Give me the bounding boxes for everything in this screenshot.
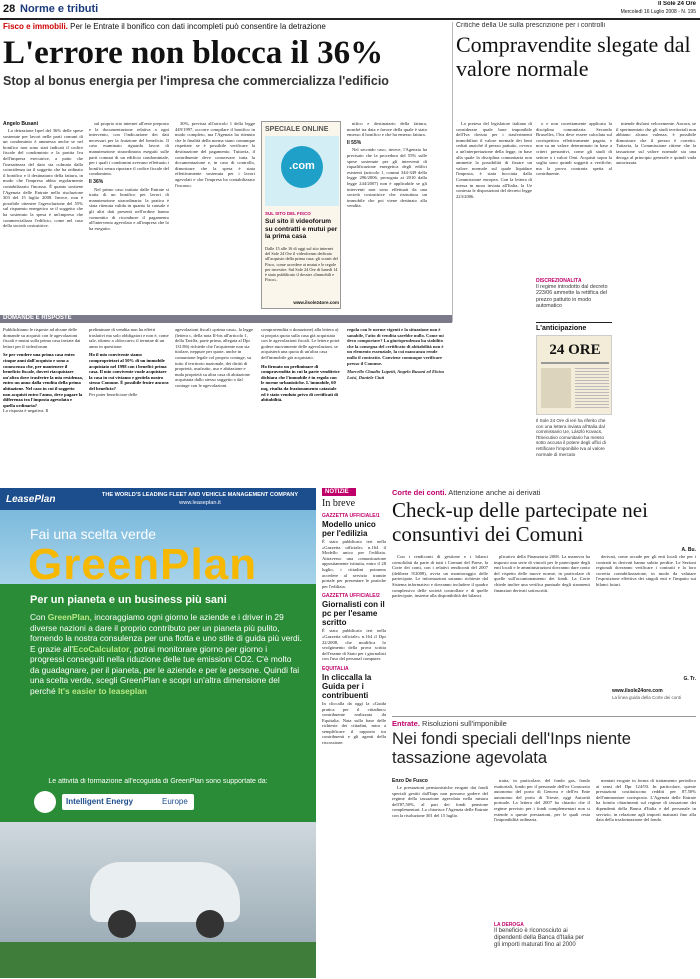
car-wheel-front — [108, 910, 136, 938]
story1-subhead: Stop al bonus energia per l'impresa che commercializza l'edificio — [3, 74, 389, 88]
news-item-1[interactable]: GAZZETTA UFFICIALE/1 Modello unico per l'edilizia È stato pubblicato ieri nella «Gazzetta ufficiale» n.164 il Modello unico per l'edilizia. Attraverso una comunicazione appositamente istituita, entro il 28 luglio, i cittadini potranno accedere al servizio tramite portale per presentare le pratiche per l'edilizia. — [322, 513, 386, 589]
page-header — [0, 0, 700, 18]
entrate-column-2: tratta, in particolare, del fondo gas, fondo esattoriali, fondo per il personale dell'ex Consorzio autonomo del porto di Genova e dell'ex Ente autonomo del porto di Trieste, oggi Autorità portuale. La lettera del 2007 ha chiarito che il regime previsto per i fondi complementari non si estende a queste prestazioni, per le quali resta l'imponibilità ordinaria. — [494, 778, 590, 823]
story1-byline: Angelo Busani — [3, 121, 39, 127]
leaseplan-ad[interactable] — [0, 488, 316, 978]
corte-kicker: Corte dei conti. Attenzione anche ai derivati — [392, 488, 541, 497]
partner-name: Intelligent Energy — [66, 797, 134, 806]
story1-column-2: sul proprio sito internet all'ente preposto e la documentazione relativa a ogni intervento, con l'indicazione dei dati necessari per la fruizione del beneficio. Il caso esaminato riguarda lavori di manutenzione straordinaria eseguiti sulle parti comuni di un edificio condominiale, per i quali i condomini avevano effettuato i bonifici senza riportare il codice fiscale del condominio. Il 36% Nel primo caso trattato dalle Entrate si tratta di un bonifico per lavori di manutenzione straordinaria: la pratica è stata ritenuta valida in quanto la causale e gli altri dati presenti nell'ordine hanno consentito di ricondurre il pagamento all'intervento agevolato e all'impresa che lo ha eseguito. — [89, 121, 169, 231]
story1-headline[interactable]: L'errore non blocca il 36% — [3, 35, 384, 71]
story2-column-2: o e non correttamente applicata la disciplina comunitaria. Secondo Bruxelles, l'Iva deve essere calcolata sul corrispettivo effettivamente pagato, e non su un valore determinato in base a criteri presuntivi, come gli studi di settore o i valori Omi. Acquisti sopra la soglia sono quindi soggetti a verifiche, ma la prova contraria spetta al contribuente. — [536, 121, 612, 177]
partner-eu: Europe — [162, 797, 188, 806]
corte-headline[interactable]: Check-up delle partecipate nei consuntivi dei Comuni — [392, 498, 648, 546]
ad-subtitle: Per un pianeta e un business più sani — [30, 594, 227, 606]
partner-logo — [62, 794, 194, 810]
page-number: 28 — [3, 3, 16, 15]
corte-url-note: La linea guida della Corte dei conti — [612, 695, 682, 700]
ad-tagline: THE WORLD'S LEADING FLEET AND VEHICLE MANAGEMENT COMPANY — [101, 492, 299, 498]
story1-column-3: 30%, prevista all'articolo 1 della legge 449/1997, occorre compilare il bonifico in modo completo, ma l'Agenzia ha ritenuto che le finalità della norma siano comunque rispettate se è possibile verificare la destinazione del pagamento. Tuttavia, il contribuente deve conservare tutta la documentazione e, in caso di controllo, dimostrare che la spesa è stata effettivamente sostenuta per i lavori agevolati e che l'impresa ha contabilizzato l'incasso. — [175, 121, 255, 188]
speciale-url[interactable]: www.ilsole24ore.com — [293, 300, 339, 305]
speciale-blurb-text: Dalle 15 alle 16 di oggi sul sito internet del Sole 24 Ore il videoforum dedicato all'acquisto della prima casa: gli sconti del Fisco, come accedere ai mutui e le regole per investire. Sul Sole 24 Ore di lunedì 14 è stato pubblicato il dossier «Immobili e Fisco». — [265, 246, 338, 283]
masthead: Il Sole 24 Ore — [657, 1, 696, 7]
speciale-online-box[interactable] — [261, 121, 341, 309]
domande-title: DOMANDE E RISPOSTE — [3, 315, 72, 321]
ad-support: Le attività di formazione all'ecoguida di GreenPlan sono supportate da: — [48, 778, 268, 785]
paper-text-lines — [575, 368, 609, 408]
deroga-text: Il beneficio è riconosciuto ai dipendenti della Banca d'Italia per gli importi maturati fino al 2000 — [494, 928, 584, 948]
ad-url[interactable]: www.leaseplan.it — [179, 500, 221, 506]
entrate-rule — [392, 716, 696, 717]
entrate-headline[interactable]: Nei fondi speciali dell'Inps niente tassazione agevolata — [392, 730, 631, 767]
ad-body: Con GreenPlan, incoraggiamo ogni giorno le aziende e i driver in 29 diverse nazioni a dare il proprio contributo per un pianeta più pulito, fornendo la nostra consulenza per una flotta e uno stile di guida più verdi. E grazie all'EcoCalculator, potrai monitorare giorno per giorno i progressi conseguiti nella riduzione delle tue emissioni CO2. C'è molto da guadagnare, per il pianeta, per le aziende e per le persone. Quindi fai una scelta verde, scegli GreenPlan e scopri un'altra dimensione del perché It's easier to leaseplan — [30, 612, 302, 696]
entrate-kicker: Entrate. Risoluzioni sull'imponibile — [392, 719, 507, 728]
domande-column-3: agevolazioni fiscali «prima casa», la legge (lettera c, della nota II-bis all'articolo 1, della Tariffa, parte prima, allegata al Dpr 131/86) richiede che l'acquirente non sia titolare, neppure per quote, anche in comunione legale col proprio coniuge, su tutto il territorio nazionale, dei diritti di proprietà, usufrutto, uso e abitazione e nuda proprietà su altra casa di abitazione acquistata dallo stesso soggetto o dal coniuge con le agevolazioni. — [175, 327, 254, 388]
ad-ground — [0, 942, 316, 978]
greenplan-title: GreenPlan — [28, 540, 258, 589]
ad-pretitle: Fai una scelta verde — [30, 526, 157, 542]
in-breve-title: In breve — [322, 498, 356, 509]
story2-column-4: intende disfarsi velocemente. Ancora, se il sperimentato che gli studi territoriali non abbiano alcuna valenza, è possibile dimostrare che il prezzo è corretto. Tuttavia, la Commissione ritiene che la tassazione sul valore normale sia una deroga al principio generale e quindi vada autorizzata. — [616, 121, 696, 166]
domande-bar — [0, 315, 452, 323]
paper-photo — [541, 368, 571, 408]
corte-url[interactable]: www.ilsole24ore.com — [612, 688, 663, 694]
speciale-kicker: SUL SITO DEL FISCO — [265, 211, 311, 216]
entrate-column-1: Le prestazioni pensionistiche erogate dai fondi speciali gestiti dall'Inps non possono godere del regime della tassazione agevolata nella misura dell'87,50%, al pari dei fondi pensione complementari. Lo chiarisce l'Agenzia delle Entrate con la risoluzione 301 del 15 luglio. — [392, 785, 488, 818]
corte-column-3: derivati, come accade per gli enti locali che per i contratti in derivati hanno subito perdite. Le Sezioni regionali dovranno verificare i contratti e la loro corretta contabilizzazione, in modo da valutare l'esposizione effettiva dei singoli enti e l'impatto sui bilanci futuri. — [596, 554, 696, 587]
news-item-3[interactable]: EQUITALIA In cliccalla la Guida per i contribuenti In cliccalla da oggi la «Guida pratica per il cittadino» contribuente realizzata da Equitalia. Nata sulla base delle richieste dei cittadini, mira a semplificare il rapporto tra contribuenti e gli agenti della riscossione. — [322, 665, 386, 746]
speciale-blurb-title: Sul sito il videoforum su contratti e mutui per la prima casa — [265, 218, 338, 240]
discrezionalita-box — [536, 278, 612, 318]
speciale-image — [265, 136, 339, 206]
corte-signature: G. Tr. — [683, 676, 696, 682]
domande-column-4: compravendita o donazione) alla lettera a) si propria quota sulla casa già acquistata con le agevolazioni fiscali. Le lettere potrà godere nuovamente delle agevolazioni, se acquisterà una quota di un'altra casa dell'immobile già acquistato. Ho firmato un preliminare di compravendita in cui la parte venditrice dichiara che l'immobile è in regola con le norme urbanistiche. L'immobile, 60 mq, risulta da frazionamento catastale ed è stato venduto privo di certificati di abitabilità. — [261, 327, 340, 403]
entrate-column-3: mentati erogate in forma di trattamento periodico ai sensi del Dpr 124/93. In particolare, queste prestazioni costituiscono redditi per 87,50% dell'ammontare corrisposto. L'Agenzia delle Entrate ha fornito chiarimenti sul regime di tassazione dei dipendenti della Banca d'Italia e del personale in servizio, in relazione agli importi maturati fino alla data della trasformazione del fondo. — [596, 778, 696, 823]
newspaper-thumbnail — [536, 335, 612, 415]
domande-column-2: preliminare di vendita non ha effetti traslativi ma solo obbligatori e non è, come tale, idoneo a «bloccare» il termine di un anno in questione. Ho il mio convivente siamo comproprietari al 50% di un immobile acquistato nel 1998 con i benefici prima casa. Il mio convivente vuole acquistare la casa in cui viviamo e gestirla nostro stesso Comune. È possibile fruire ancora del beneficio? Per poter beneficiare delle — [89, 327, 169, 397]
car-wheel-rear — [196, 910, 224, 938]
question-3: Ho firmato un preliminare di compravendita in cui la parte venditrice dichiara che l'immobile è in regola con le norme urbanistiche. L'immobile, 60 mq, risulta da frazionamento catastale ed è stato venduto privo di certificati di abitabilità. — [261, 363, 340, 403]
corte-column-1: Con i rendiconti di gestione e i bilanci consolidati da parte di tutti i Comuni del Paese, la Corte dei conti, con i relativi rendiconti del 2007 (delibera 9/2008), avvia un monitoraggio delle partecipate. Le informazioni saranno richieste dal Sistema informativo e dovranno includere il quadro complessivo delle società controllate e di quelle partecipate, insieme alla disponibilità dei bilanci. — [392, 554, 488, 599]
paper-logo: 24 ORE — [549, 342, 601, 358]
discrezionalita-title: DISCREZIONALITÀ — [536, 278, 582, 284]
dotcom-badge: .com — [289, 160, 315, 172]
anticipazione-title: L'anticipazione — [536, 322, 612, 332]
anticipazione-caption: Il Sole 24 Ore di ieri ha riferito che con una lettera inviata all'Italia dal commissario Ue, László Kovacs, l'Esecutivo comunitario ha messo sotto accusa il potere degli uffici di rettificare l'imponibile Iva al valore normale di mercato — [536, 418, 606, 457]
eco-badge-icon — [34, 791, 56, 813]
domande-column-5: regola con le norme vigenti e la situazione non è sanabile, l'atto di vendita sarebbe nullo. Come mi devo comportare? La giurisprudenza ha stabilito che la consegna del certificato di abitabilità non è un elemento essenziale, la cui mancanza rende nullo il contratto. Conviene comunque verificare presso il Comune. Marcello Claudio Lupetti, Angelo Busani ed Eloisa Loisi, Daniele Ciuti — [347, 327, 447, 477]
notizie-column — [322, 488, 386, 978]
notizie-label: NOTIZIE — [322, 488, 356, 496]
deroga-box — [494, 922, 590, 976]
story1-column-5: nifico e destinatario della fattura, nonché tra data e favore della quale è stato emesso il bonifico e che ha emesso fattura. Il 55% Nel secondo caso, invece, l'Agenzia ha precisato che la procedura del 55% sulle spese sostenute per gli interventi di riqualificazione energetica degli edifici esistenti (articolo 1, commi 344-349 della legge 296/2006, prorogata ai 2010 dalla legge 244/2007) non è applicabile se gli interventi non sono effettuati da una società costruttrice che ristruttura un immobile che poi viene destinato alla vendita. — [347, 121, 427, 209]
news-item-2[interactable]: GAZZETTA UFFICIALE/2 Giornalisti con il pc per l'esame scritto È stato pubblicato ieri nella «Gazzetta ufficiale» n.164 il Dpr 22/2008, che modifica lo svolgimento della prova scritta dell'esame di Stato per i giornalisti con l'uso del personal computer. — [322, 593, 386, 662]
entrate-byline: Enzo De Fusco — [392, 778, 428, 784]
domande-authors: Marcello Claudio Lupetti, Angelo Busani ed Eloisa Loisi, Daniele Ciuti — [347, 369, 444, 380]
paper-line — [541, 362, 609, 364]
corte-column-2: plicativo della Finanziaria 2008. La manovra ha imposto una serie di vincoli per le partecipate degli enti locali e le amministrazioni dovranno dare conto del rispetto delle nuove norme, in particolare di quelle sull'accantonamento dei fondi. La Corte chiede inoltre una verifica puntuale degli strumenti finanziari derivati sottoscritti. — [494, 554, 590, 593]
ad-car-photo — [0, 822, 316, 978]
story2-column-1: La pretesa del legislatore italiano di considerare quale base imponibile dell'Iva dovuta per i trasferimenti immobiliari il valore normale dei beni ceduti anziché il prezzo pattuito, ovvero a un'interpretazione della legge, in base alla quale la disciplina comunitaria non ammette la possibilità di fissare un valore normale sul quale liquidare l'imposta, è stata bocciata dalla Commissione europea. Con la lettera di messa in mora inviata all'Italia, la Ue contesta le disposizioni del decreto legge 223/2006. — [456, 121, 532, 199]
leaseplan-logo: LeasePlan — [6, 494, 56, 505]
question-1: Se per vendere una prima casa entro cinque anni dall'acquisto e sono a conoscenza che, per mantenere il beneficio fiscale, dovrei riacquistare un'altra dove trasferire la mia residenza, entro un anno dalla vendita della prima abitazione. Nel caso in cui il soggetto non acquisti entro l'anno, deve pagare la differenza tra l'imposta agevolata e quella ordinaria? — [3, 352, 83, 408]
story2-headline[interactable]: Compravendite slegate dal valore normale — [456, 33, 691, 81]
story2-signature: A. Bu. — [681, 547, 696, 553]
discrezionalita-text: Il regime introdotto dal decreto 223/06 ammette la rettifica del prezzo pattuito in modo automatico — [536, 284, 608, 309]
story1-column-1: La detrazione Irpef del 36% delle spese sostenute per lavori nelle parti comuni di un condominio è ammessa anche se nel bonifico non sono stati indicati il codice fiscale del condominio e la partita Iva dell'impresa esecutrice, a patto che l'inesattezza del dato sia colmata dalla coincidenza tra il soggetto che ha ordinato il bonifico e il destinatario della fattura, in modo che l'impresa abbia regolarmente contabilizzato l'incasso. È quanto sostiene l'Agenzia delle Entrate nella risoluzione 303 del 15 luglio 2008. Invece, non è possibile ottenere l'agevolazione del 55% sul risparmio energetico se il soggetto che ha sostenuto la spesa è un'impresa che commercializza l'edificio, come nel caso della società costruttrice. — [3, 128, 83, 229]
question-2: Ho il mio convivente siamo comproprietari al 50% di un immobile acquistato nel 1998 con i benefici prima casa. Il mio convivente vuole acquistare la casa in cui viviamo e gestirla nostro stesso Comune. È possibile fruire ancora del beneficio? — [89, 352, 169, 391]
header-rule — [0, 18, 700, 20]
story2-kicker: Critiche della Ue sulla prescrizione per i controlli — [456, 22, 606, 29]
domande-column-1: Pubblichiamo le risposte ad alcune delle domande su acquisti con le agevolazioni fiscali e mutui sulla prima casa inviate dai lettori per il videoforum Se per vendere una prima casa entro cinque anni dall'acquisto e sono a conoscenza che, per mantenere il beneficio fiscale, dovrei riacquistare un'altra dove trasferire la mia residenza, entro un anno dalla vendita della prima abitazione. Nel caso in cui il soggetto non acquisti entro l'anno, deve pagare la differenza tra l'imposta agevolata e quella ordinaria? La risposta è negativa. Il — [3, 327, 83, 414]
section-title: Norme e tributi — [20, 3, 99, 15]
deroga-title: LA DEROGA — [494, 922, 524, 928]
issue-date: Mercoledì 16 Luglio 2008 - N. 195 — [620, 9, 696, 15]
story1-kicker: Fisco e immobili. Per le Entrate il bonifico con dati incompleti può consentire la detrazione — [3, 22, 326, 31]
column-divider — [452, 22, 453, 322]
speciale-title: SPECIALE ONLINE — [265, 126, 329, 133]
